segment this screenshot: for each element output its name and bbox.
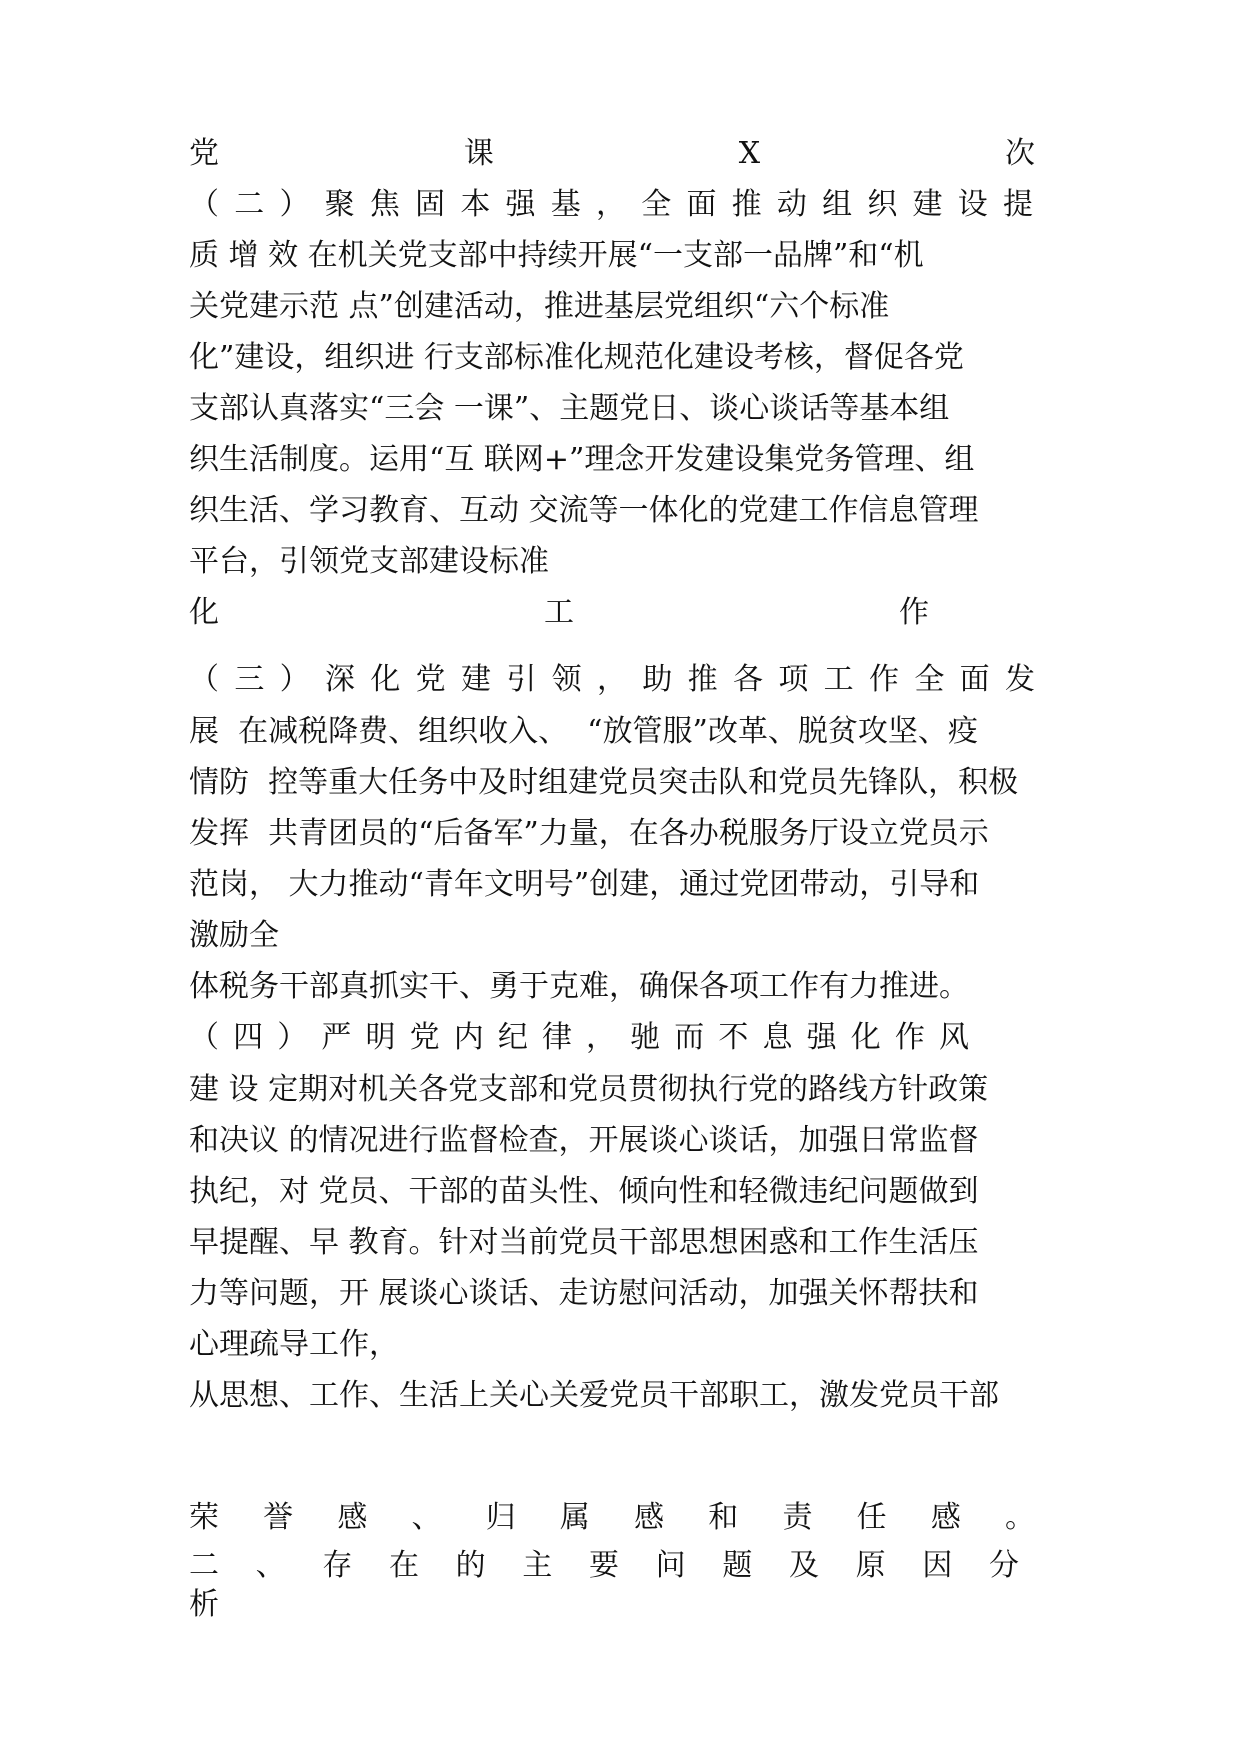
text-line: 化工作: [189, 595, 929, 630]
text-line: 早提醒、早 教育。针对当前党员干部思想困惑和工作生活压: [189, 1225, 979, 1260]
text-line: 力等问题，开 展谈心谈话、走访慰问活动，加强关怀帮扶和: [189, 1276, 979, 1311]
text-line: 化”建设，组织进 行支部标准化规范化建设考核，督促各党: [189, 340, 964, 375]
text-line: 情防 控等重大任务中及时组建党员突击队和党员先锋队，积极: [189, 765, 1019, 800]
text-line: 从思想、工作、生活上关心关爱党员干部职工，激发党员干部: [189, 1378, 999, 1413]
text-line: 党课X次: [189, 136, 1035, 171]
section-heading: （二）聚焦固本强基，全面推动组织建设提: [189, 187, 1035, 222]
section-heading: （三）深化党建引领，助推各项工作全面发: [189, 662, 1035, 697]
section-heading: 二、存在的主要问题及原因分: [189, 1548, 1019, 1583]
text-line: 质 增 效 在机关党支部中持续开展“一支部一品牌”和“机: [189, 238, 924, 273]
text-line: 织生活制度。运用“互 联网+”理念开发建设集党务管理、组: [189, 442, 975, 477]
text-line: 平台，引领党支部建设标准: [189, 544, 549, 579]
text-line: 荣誉感、归属感和责任感。: [189, 1500, 1035, 1535]
text-line: 心理疏导工作，: [189, 1327, 399, 1362]
text-line: 织生活、学习教育、互动 交流等一体化的党建工作信息管理: [189, 493, 979, 528]
text-line: 执纪，对 党员、干部的苗头性、倾向性和轻微违纪问题做到: [189, 1174, 979, 1209]
text-line: 激励全: [189, 918, 279, 953]
section-heading: （四）严明党内纪律，驰而不息强化作风: [189, 1020, 969, 1055]
section-heading-continued: 析: [189, 1587, 219, 1622]
text-line: 发挥 共青团员的“后备军”力量，在各办税服务厅设立党员示: [189, 816, 989, 851]
text-line: 建 设 定期对机关各党支部和党员贯彻执行党的路线方针政策: [189, 1072, 989, 1107]
text-line: 体税务干部真抓实干、勇于克难，确保各项工作有力推进。: [189, 969, 969, 1004]
text-line: 支部认真落实“三会 一课”、主题党日、谈心谈话等基本组: [189, 391, 950, 426]
text-line: 关党建示范 点”创建活动，推进基层党组织“六个标准: [189, 289, 890, 324]
text-line: 范岗， 大力推动“青年文明号”创建，通过党团带动，引导和: [189, 867, 980, 902]
text-line: 展 在减税降费、组织收入、 “放管服”改革、脱贫攻坚、疫: [189, 714, 978, 749]
text-line: 和决议 的情况进行监督检查，开展谈心谈话，加强日常监督: [189, 1123, 979, 1158]
